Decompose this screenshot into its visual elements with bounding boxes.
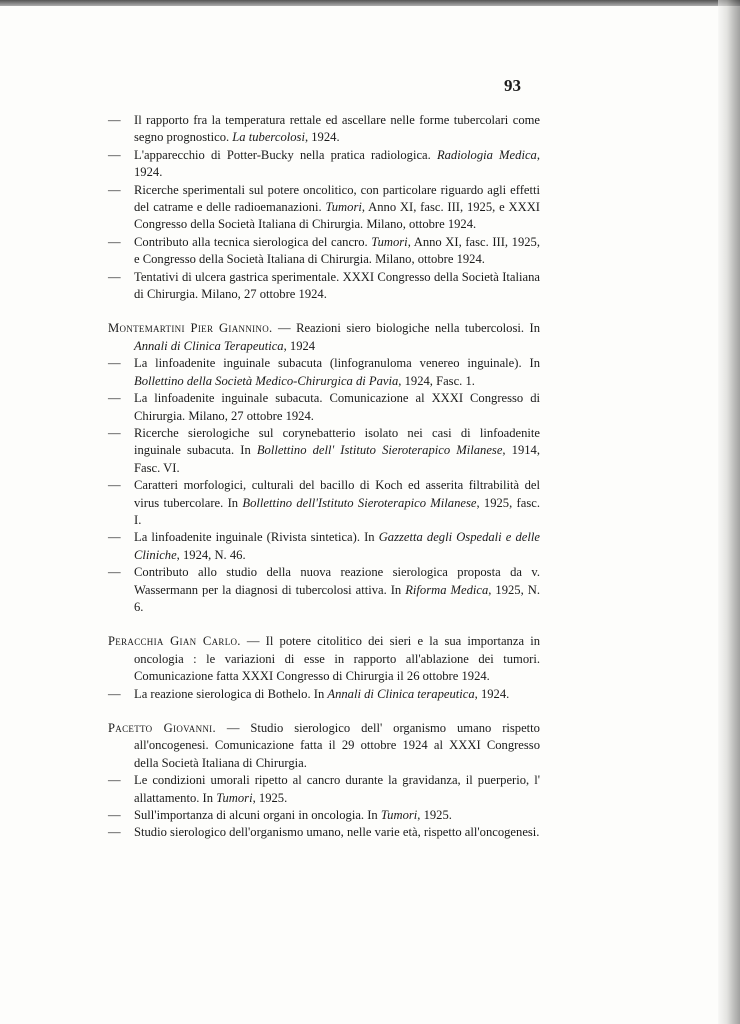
entry-dash: — xyxy=(108,565,121,580)
bibliography-entry xyxy=(108,112,540,147)
entry-text: , 1924. xyxy=(474,686,510,701)
entry-text: Caratteri morfologici, culturali del bacillo di Koch ed asserita filtrabilità del virus tubercolare. In xyxy=(134,478,540,510)
entry-text: Ricerche sperimentali sul potere oncolitico, con particolare riguardo agli effetti del catrame e delle radioemanazioni. xyxy=(134,182,540,215)
entry-text: L'apparecchio di Potter-Bucky nella pratica radiologica. xyxy=(134,147,437,162)
scan-top-edge xyxy=(0,0,740,6)
entry-dash: — xyxy=(108,808,121,823)
bibliography-entry xyxy=(108,564,540,616)
bibliography-entry xyxy=(108,824,540,841)
entry-text: Tentativi di ulcera gastrica sperimentale. XXXI Congresso della Società Italiana di Chirurgia. Milano, 27 ottobre 1924. xyxy=(134,269,540,302)
entry-dash: — xyxy=(108,478,121,493)
entry-text: Contributo allo studio della nuova reazione sierologica proposta da v. Wassermann per la diagnosi di tubercolosi attiva. In xyxy=(134,565,540,597)
heading-text: — Studio sierologico dell' organismo umano rispetto all'oncogenesi. Comunicazione fatta il 29 ottobre 1924 al XXXI Congresso della Società Italiana di Chirurgia. xyxy=(134,721,540,770)
author-heading xyxy=(108,720,540,772)
journal-title: Bollettino della Società Medico-Chirurgica di Pavia xyxy=(134,373,399,388)
author-name: Pacetto Giovanni. xyxy=(108,721,216,735)
entry-dash: — xyxy=(108,425,121,440)
journal-title: Tumori xyxy=(371,234,408,249)
entry-text: , 1914, Fasc. VI. xyxy=(134,443,540,475)
journal-title: Gazzetta degli Ospedali e delle Cliniche xyxy=(134,530,540,562)
page-number: 93 xyxy=(504,76,521,95)
bibliography-entry xyxy=(108,807,540,824)
heading-journal: Annali di Clinica Terapeutica xyxy=(134,338,284,353)
entry-text: La linfoadenite inguinale subacuta. Comunicazione al XXXI Congresso di Chirurgia. Milano, 27 ottobre 1924. xyxy=(134,391,540,423)
entry-text: , 1925, fasc. I. xyxy=(134,495,540,527)
bibliography-entry xyxy=(108,477,540,529)
bibliography-entry xyxy=(108,234,540,269)
entry-dash: — xyxy=(108,269,121,284)
entry-text: , 1925. xyxy=(252,790,288,805)
entry-text: , 1924. xyxy=(304,130,340,145)
entry-text: La reazione sierologica di Bothelo. In xyxy=(134,686,328,701)
entry-dash: — xyxy=(108,356,121,371)
bibliography-entry xyxy=(108,425,540,477)
entry-text: La linfoadenite inguinale (Rivista sintetica). In xyxy=(134,530,379,545)
entry-text: Le condizioni umorali ripetto al cancro durante la gravidanza, il puerperio, l' allattamento. In xyxy=(134,773,540,805)
entry-dash: — xyxy=(108,825,121,840)
journal-title: Bollettino dell' Istituto Sieroterapico Milanese xyxy=(256,443,503,458)
entry-text: , 1924, N. 46. xyxy=(176,547,246,562)
author-block xyxy=(108,112,540,303)
author-name: Peracchia Gian Carlo. xyxy=(108,634,241,649)
bibliography-entry xyxy=(108,355,540,390)
entry-dash: — xyxy=(108,686,121,701)
bibliography-entry xyxy=(108,182,540,234)
entry-text: Studio sierologico dell'organismo umano, nelle varie età, rispetto all'oncogenesi. xyxy=(134,825,540,840)
entry-dash: — xyxy=(108,391,121,406)
entry-text: Il rapporto fra la temperatura rettale ed ascellare nelle forme tubercolari come segno prognostico. xyxy=(134,113,540,145)
bibliography-list xyxy=(108,112,540,842)
heading-text: — Reazioni siero biologiche nella tubercolosi. In xyxy=(272,321,541,336)
bibliography-entry xyxy=(108,772,540,807)
bibliography-entry xyxy=(108,269,540,304)
journal-title: Riforma Medica xyxy=(405,582,489,597)
entry-text: Contributo alla tecnica sierologica del cancro. xyxy=(134,234,372,249)
entry-dash: — xyxy=(108,234,121,249)
journal-title: Radiologia Medica xyxy=(436,147,537,162)
entry-text: , Anno XI, fasc. III, 1925, e XXXI Congresso della Società Italiana di Chirurgia. Milano, ottobre 1924. xyxy=(134,200,540,232)
journal-title: Tumori xyxy=(380,808,418,823)
author-block xyxy=(108,720,540,842)
entry-text: La linfoadenite inguinale subacuta (linfogranuloma venereo inguinale). In xyxy=(134,356,540,371)
bibliography-entry xyxy=(108,686,540,703)
entry-text: Ricerche sierologiche sul corynebatterio isolato nei casi di linfoadenite inguinale subacuta. In xyxy=(134,425,540,458)
entry-text: , 1925, N. 6. xyxy=(134,582,540,614)
author-block xyxy=(108,320,540,616)
author-heading xyxy=(108,633,540,685)
heading-tail: , 1924 xyxy=(283,338,316,353)
entry-dash: — xyxy=(108,147,121,162)
journal-title: Annali di Clinica terapeutica xyxy=(327,686,475,701)
author-name: Montemartini Pier Giannino. xyxy=(108,321,273,336)
entry-dash: — xyxy=(108,773,121,788)
journal-title: Bollettino dell'Istituto Sieroterapico Milanese xyxy=(242,495,477,510)
journal-title: La tubercolosi xyxy=(232,130,305,145)
entry-text: , Anno XI, fasc. III, 1925, e Congresso della Società Italiana di Chirurgia. Milano, ottobre 1924. xyxy=(134,234,540,267)
journal-title: Tumori xyxy=(216,790,253,805)
entry-text: , 1925. xyxy=(417,808,452,823)
entry-text: , 1924. xyxy=(134,147,540,180)
scan-binding-edge xyxy=(718,0,740,1024)
entry-text: Sull'importanza di alcuni organi in oncologia. In xyxy=(134,808,381,823)
entry-dash: — xyxy=(108,530,121,545)
author-block xyxy=(108,633,540,703)
bibliography-entry xyxy=(108,390,540,425)
heading-text: — Il potere citolitico dei sieri e la sua importanza in oncologia : le variazioni di esse in rapporto all'ablazione dei tumori. Comunicazione fatta XXXI Congresso di Chirurgia il 26 ottobre 1924. xyxy=(134,634,540,684)
journal-title: Tumori xyxy=(325,200,362,215)
author-heading xyxy=(108,320,540,355)
entry-dash: — xyxy=(108,182,121,197)
bibliography-entry xyxy=(108,529,540,564)
entry-dash: — xyxy=(108,113,121,127)
entry-text: , 1924, Fasc. 1. xyxy=(398,373,475,388)
bibliography-entry xyxy=(108,147,540,182)
